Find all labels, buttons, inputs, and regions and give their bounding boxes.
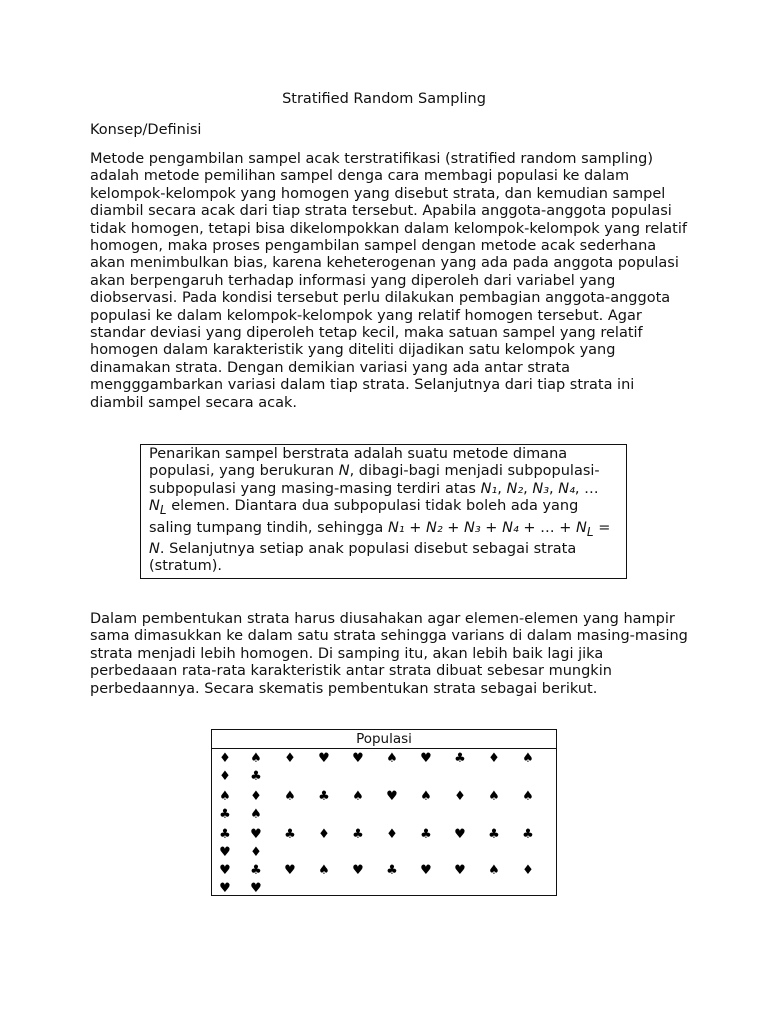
diamond-icon: ♦ (219, 769, 231, 784)
def-sep: , (497, 480, 507, 497)
def-text-3: elemen. Diantara dua subpopulasi tidak boleh ada yang saling tumpang tindih, sehingga (149, 498, 579, 536)
heart-icon: ♥ (386, 789, 398, 804)
heart-icon: ♥ (219, 863, 231, 878)
diamond-icon: ♦ (219, 751, 231, 766)
def-sum-n1: N₁ (387, 519, 405, 536)
diamond-icon: ♦ (250, 845, 262, 860)
club-icon: ♣ (250, 769, 262, 784)
def-var-n4: N₄ (558, 480, 575, 497)
heart-icon: ♥ (420, 863, 432, 878)
document-title: Stratified Random Sampling (282, 91, 486, 107)
def-sum-nl (576, 519, 594, 539)
def-plus: + … + (518, 519, 576, 536)
diamond-icon: ♦ (284, 751, 296, 766)
def-plus: + (480, 519, 503, 536)
club-icon: ♣ (219, 807, 231, 822)
spade-icon: ♠ (318, 863, 330, 878)
def-sep: , (549, 480, 559, 497)
def-sep: , (523, 480, 533, 497)
def-var-nl-base: N (149, 498, 160, 515)
def-text-1: Penarikan sampel berstrata adalah suatu metode dimana populasi, yang berukuran (149, 446, 568, 480)
heart-icon: ♥ (352, 863, 364, 878)
def-var-n2: N₂ (506, 480, 524, 497)
heart-icon: ♥ (250, 827, 262, 842)
spade-icon: ♠ (284, 789, 296, 804)
club-icon: ♣ (522, 827, 534, 842)
def-sum-total: N (149, 540, 160, 557)
club-icon: ♣ (250, 863, 262, 878)
def-sum-n4: N₄ (502, 519, 519, 536)
paragraph-strata: Dalam pembentukan strata harus diusahakan agar elemen-elemen yang hampir sama dimasukkan ke dalam satu strata sehingga varians di dalam masing-masing strata menjadi lebih homogen. Di samping itu, akan lebih baik lagi jika perbedaaan rata-rata karakteristik antar strata dibuat sebesar mungkin perbedaannya. Secara skematis pembentukan strata sebagai berikut. (90, 611, 688, 697)
def-var-n: N (338, 463, 350, 480)
def-plus: + (442, 519, 465, 536)
diamond-icon: ♦ (318, 827, 330, 842)
spade-icon: ♠ (522, 789, 534, 804)
spade-icon: ♠ (250, 751, 262, 766)
diamond-icon: ♦ (488, 751, 500, 766)
heart-icon: ♥ (352, 751, 364, 766)
def-equals: = (593, 519, 611, 536)
def-text-4: . Selanjutnya setiap anak populasi disebut sebagai strata (stratum). (149, 540, 577, 575)
def-plus: + (404, 519, 426, 536)
def-sep: , … (574, 480, 599, 497)
heart-icon: ♥ (219, 881, 231, 896)
heart-icon: ♥ (454, 863, 466, 878)
diamond-icon: ♦ (386, 827, 398, 842)
spade-icon: ♠ (522, 751, 534, 766)
def-sum-n2: N₂ (425, 519, 443, 536)
diamond-icon: ♦ (250, 789, 262, 804)
spade-icon: ♠ (488, 863, 500, 878)
def-sum-nl-sub: L (586, 524, 594, 539)
spade-icon: ♠ (219, 789, 231, 804)
heart-icon: ♥ (284, 863, 296, 878)
club-icon: ♣ (420, 827, 432, 842)
club-icon: ♣ (284, 827, 296, 842)
diamond-icon: ♦ (522, 863, 534, 878)
spade-icon: ♠ (420, 789, 432, 804)
heart-icon: ♥ (420, 751, 432, 766)
heart-icon: ♥ (250, 881, 262, 896)
club-icon: ♣ (454, 751, 466, 766)
heart-icon: ♥ (219, 845, 231, 860)
def-var-nl (149, 498, 167, 518)
spade-icon: ♠ (386, 751, 398, 766)
section-heading: Konsep/Definisi (90, 122, 202, 138)
spade-icon: ♠ (488, 789, 500, 804)
spade-icon: ♠ (250, 807, 262, 822)
club-icon: ♣ (488, 827, 500, 842)
def-sum-n3: N₃ (464, 519, 481, 536)
def-text-2: , dibagi-bagi menjadi subpopulasi-subpopulasi yang masing-masing terdiri atas (149, 463, 600, 497)
def-sum-nl-base: N (576, 519, 587, 536)
diamond-icon: ♦ (454, 789, 466, 804)
spade-icon: ♠ (352, 789, 364, 804)
def-var-n1: N₁ (480, 480, 498, 497)
club-icon: ♣ (352, 827, 364, 842)
definition-box (140, 444, 627, 579)
def-var-nl-sub: L (159, 503, 167, 518)
population-diagram (211, 729, 557, 896)
paragraph-definition: Metode pengambilan sampel acak terstratifikasi (stratified random sampling) adalah metode pemilihan sampel denga cara membagi populasi ke dalam kelompok-kelompok yang homogen yang disebut strata, dan kemudian sampel diambil secara acak dari tiap strata tersebut. Apabila anggota-anggota populasi tidak homogen, tetapi bisa dikelompokkan dalam kelompok-kelompok yang relatif homogen, maka proses pengambilan sampel dengan metode acak sederhana akan menimbulkan bias, karena keheterogenan yang ada pada anggota populasi akan berpengaruh terhadap informasi yang diperoleh dari variabel yang diobservasi. Pada kondisi tersebut perlu dilakukan pembagian anggota-anggota populasi ke dalam kelompok-kelompok yang relatif homogen tersebut. Agar standar deviasi yang diperoleh tetap kecil, maka satuan sampel yang relatif homogen dalam karakteristik yang diteliti dijadikan satu kelompok yang dinamakan strata. Dengan demikian variasi yang ada antar strata mengggambarkan variasi dalam tiap strata. Selanjutnya dari tiap strata ini diambil sampel secara acak. (90, 151, 687, 411)
def-var-n3: N₃ (532, 480, 550, 497)
heart-icon: ♥ (454, 827, 466, 842)
club-icon: ♣ (318, 789, 330, 804)
heart-icon: ♥ (318, 751, 330, 766)
club-icon: ♣ (386, 863, 398, 878)
population-label: Populasi (212, 730, 556, 749)
club-icon: ♣ (219, 827, 231, 842)
